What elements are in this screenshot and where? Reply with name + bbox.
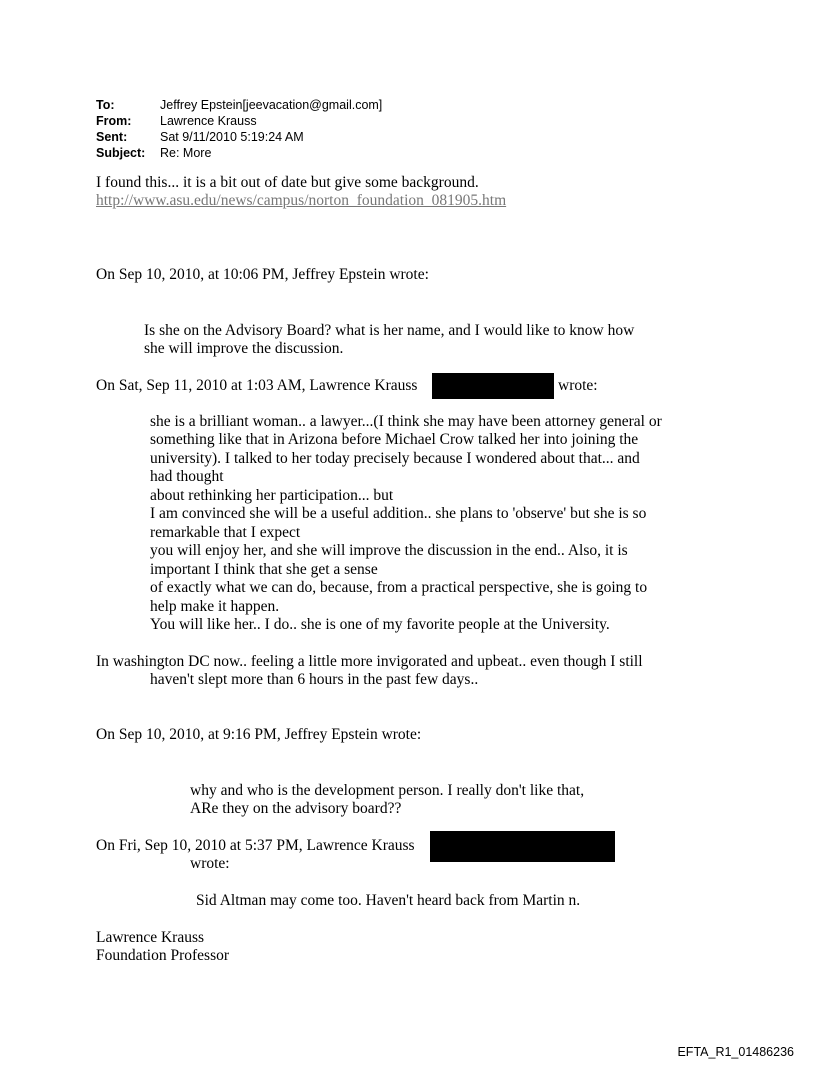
quote2-line: university). I talked to her today precisely because I wondered about that... and [150, 450, 640, 467]
signature-title: Foundation Professor [96, 947, 230, 964]
email-header [96, 97, 382, 161]
quote2-line: had thought [150, 468, 224, 485]
quote4-line: Sid Altman may come too. Haven't heard back from Martin n. [196, 892, 581, 909]
quote2-wrote: wrote: [558, 377, 598, 394]
news-link[interactable]: http://www.asu.edu/news/campus/norton_foundation_081905.htm [96, 192, 507, 209]
quote2-line: she is a brilliant woman.. a lawyer...(I think she may have been attorney general or [150, 413, 662, 430]
quote3-line: why and who is the development person. I really don't like that, [190, 782, 585, 799]
sent-row [96, 129, 382, 145]
sent-label: Sent: [96, 130, 128, 144]
quote2-line: something like that in Arizona before Michael Crow talked her into joining the [150, 431, 639, 448]
quote1-line: she will improve the discussion. [144, 340, 344, 357]
quote4-header: On Fri, Sep 10, 2010 at 5:37 PM, Lawrence Krauss [96, 837, 415, 854]
to-label: To: [96, 98, 115, 112]
quote2-line: I am convinced she will be a useful addition.. she plans to 'observe' but she is so [150, 505, 647, 522]
from-row [96, 113, 382, 129]
to-row [96, 97, 382, 113]
dc-line: haven't slept more than 6 hours in the past few days.. [150, 671, 479, 688]
quote2-line: You will like her.. I do.. she is one of my favorite people at the University. [150, 616, 610, 633]
subject-value: Re: More [160, 146, 212, 160]
quote1-line: Is she on the Advisory Board? what is her name, and I would like to know how [144, 322, 635, 339]
quote2-header: On Sat, Sep 11, 2010 at 1:03 AM, Lawrence Krauss [96, 377, 418, 394]
quote2-line: about rethinking her participation... but [150, 487, 394, 504]
redaction-box [430, 831, 615, 862]
signature-name: Lawrence Krauss [96, 929, 205, 946]
quote2-line: of exactly what we can do, because, from a practical perspective, she is going to [150, 579, 648, 596]
quote4-wrote: wrote: [190, 855, 230, 872]
quote1-header: On Sep 10, 2010, at 10:06 PM, Jeffrey Epstein wrote: [96, 266, 429, 283]
sent-value: Sat 9/11/2010 5:19:24 AM [160, 130, 304, 144]
quote3-header: On Sep 10, 2010, at 9:16 PM, Jeffrey Epstein wrote: [96, 726, 422, 743]
subject-row [96, 145, 382, 161]
quote2-line: help make it happen. [150, 598, 280, 615]
intro-text: I found this... it is a bit out of date but give some background. [96, 174, 479, 191]
quote2-line: remarkable that I expect [150, 524, 301, 541]
dc-line: In washington DC now.. feeling a little more invigorated and upbeat.. even though I still [96, 653, 643, 670]
subject-label: Subject: [96, 146, 146, 160]
from-value: Lawrence Krauss [160, 114, 257, 128]
quote3-line: ARe they on the advisory board?? [190, 800, 402, 817]
from-label: From: [96, 114, 132, 128]
quote2-line: important I think that she get a sense [150, 561, 378, 578]
to-value: Jeffrey Epstein[jeevacation@gmail.com] [160, 98, 383, 112]
quote2-line: you will enjoy her, and she will improve the discussion in the end.. Also, it is [150, 542, 628, 559]
redaction-box [432, 373, 554, 399]
document-id: EFTA_R1_01486236 [677, 1045, 794, 1059]
